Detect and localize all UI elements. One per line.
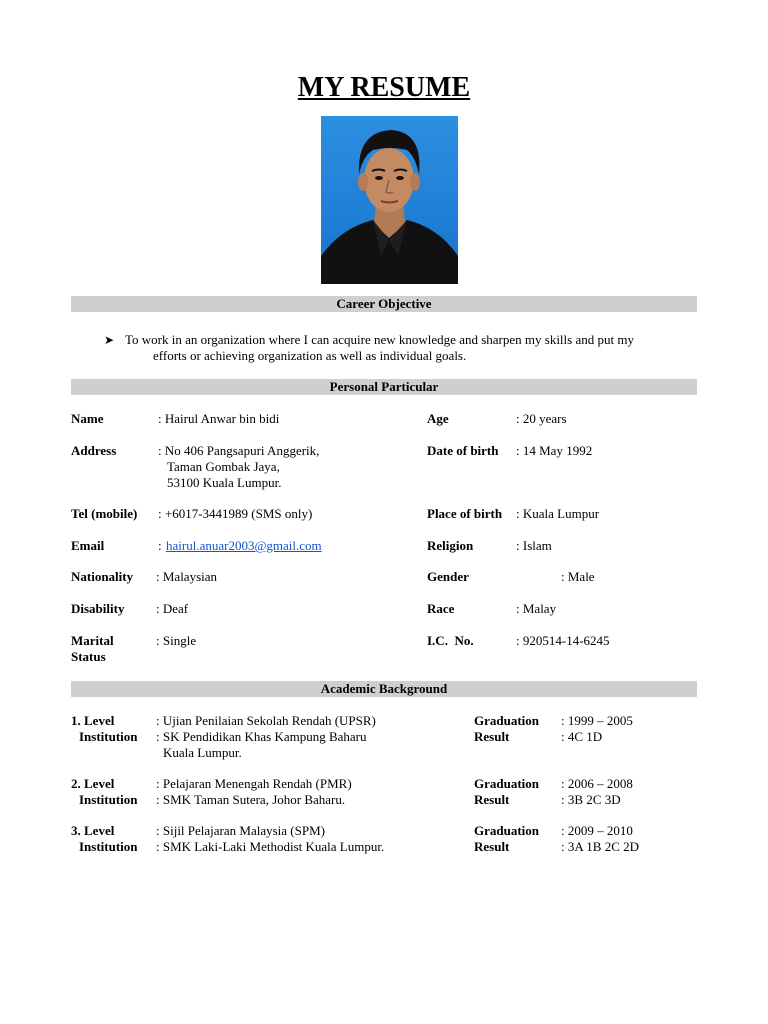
- institution-value: : SK Pendidikan Khas Kampung Baharu: [156, 729, 367, 744]
- level-label: 1. Level: [71, 713, 115, 728]
- profile-photo: [321, 116, 458, 284]
- email-link[interactable]: hairul.anuar2003@gmail.com: [166, 538, 322, 553]
- institution-label: Institution: [79, 839, 138, 854]
- level-value: : Ujian Penilaian Sekolah Rendah (UPSR): [156, 713, 376, 728]
- result-label: Result: [474, 792, 510, 807]
- institution-value: : SMK Laki-Laki Methodist Kuala Lumpur.: [156, 839, 385, 854]
- age-label: Age: [427, 411, 449, 426]
- graduation-label: Graduation: [474, 823, 540, 838]
- address-line3: 53100 Kuala Lumpur.: [167, 475, 282, 490]
- institution-label: Institution: [79, 792, 138, 807]
- marital-value: : Single: [156, 633, 197, 648]
- marital-label-line2: Status: [71, 649, 106, 664]
- institution-value-line2: Kuala Lumpur.: [163, 745, 242, 760]
- academic-background-header: Academic Background: [71, 681, 697, 697]
- institution-value: : SMK Taman Sutera, Johor Baharu.: [156, 792, 346, 807]
- result-value: : 3B 2C 3D: [561, 792, 621, 807]
- age-value: : 20 years: [516, 411, 567, 426]
- result-value: : 3A 1B 2C 2D: [561, 839, 640, 854]
- email-colon: :: [158, 538, 162, 553]
- level-value: : Sijil Pelajaran Malaysia (SPM): [156, 823, 325, 838]
- religion-value: : Islam: [516, 538, 552, 553]
- address-line1: : No 406 Pangsapuri Anggerik,: [158, 443, 320, 458]
- name-label: Name: [71, 411, 104, 426]
- nationality-label: Nationality: [71, 569, 134, 584]
- result-label: Result: [474, 839, 510, 854]
- dob-label: Date of birth: [427, 443, 499, 458]
- name-value: : Hairul Anwar bin bidi: [158, 411, 280, 426]
- career-objective-header: Career Objective: [71, 296, 697, 312]
- page-title: MY RESUME: [297, 72, 471, 103]
- level-label: 3. Level: [71, 823, 115, 838]
- religion-label: Religion: [427, 538, 474, 553]
- race-label: Race: [427, 601, 455, 616]
- career-objective-text: [125, 332, 685, 364]
- disability-label: Disability: [71, 601, 125, 616]
- nationality-value: : Malaysian: [156, 569, 218, 584]
- pob-value: : Kuala Lumpur: [516, 506, 600, 521]
- ic-label: I.C. No.: [427, 633, 474, 648]
- graduation-label: Graduation: [474, 776, 540, 791]
- career-objective-line1: To work in an organization where I can acquire new knowledge and sharpen my skills and put my: [125, 332, 634, 347]
- tel-label: Tel (mobile): [71, 506, 138, 521]
- disability-value: : Deaf: [156, 601, 189, 616]
- graduation-label: Graduation: [474, 713, 540, 728]
- level-value: : Pelajaran Menengah Rendah (PMR): [156, 776, 352, 791]
- career-objective-line2: efforts or achieving organization as well as individual goals.: [153, 348, 467, 363]
- address-line2: Taman Gombak Jaya,: [167, 459, 280, 474]
- marital-label-line1: Marital: [71, 633, 114, 648]
- gender-label: Gender: [427, 569, 469, 584]
- institution-label: Institution: [79, 729, 138, 744]
- graduation-value: : 2009 – 2010: [561, 823, 633, 838]
- tel-value: : +6017-3441989 (SMS only): [158, 506, 313, 521]
- result-label: Result: [474, 729, 510, 744]
- gender-value: : Male: [561, 569, 595, 584]
- result-value: : 4C 1D: [561, 729, 603, 744]
- dob-value: : 14 May 1992: [516, 443, 593, 458]
- personal-particular-header: Personal Particular: [71, 379, 697, 395]
- ic-value: : 920514-14-6245: [516, 633, 610, 648]
- race-value: : Malay: [516, 601, 557, 616]
- portrait-illustration: [321, 116, 458, 284]
- address-label: Address: [71, 443, 117, 458]
- graduation-value: : 1999 – 2005: [561, 713, 633, 728]
- graduation-value: : 2006 – 2008: [561, 776, 633, 791]
- bullet-arrow-icon: ➤: [104, 333, 115, 347]
- level-label: 2. Level: [71, 776, 115, 791]
- pob-label: Place of birth: [427, 506, 503, 521]
- email-label: Email: [71, 538, 105, 553]
